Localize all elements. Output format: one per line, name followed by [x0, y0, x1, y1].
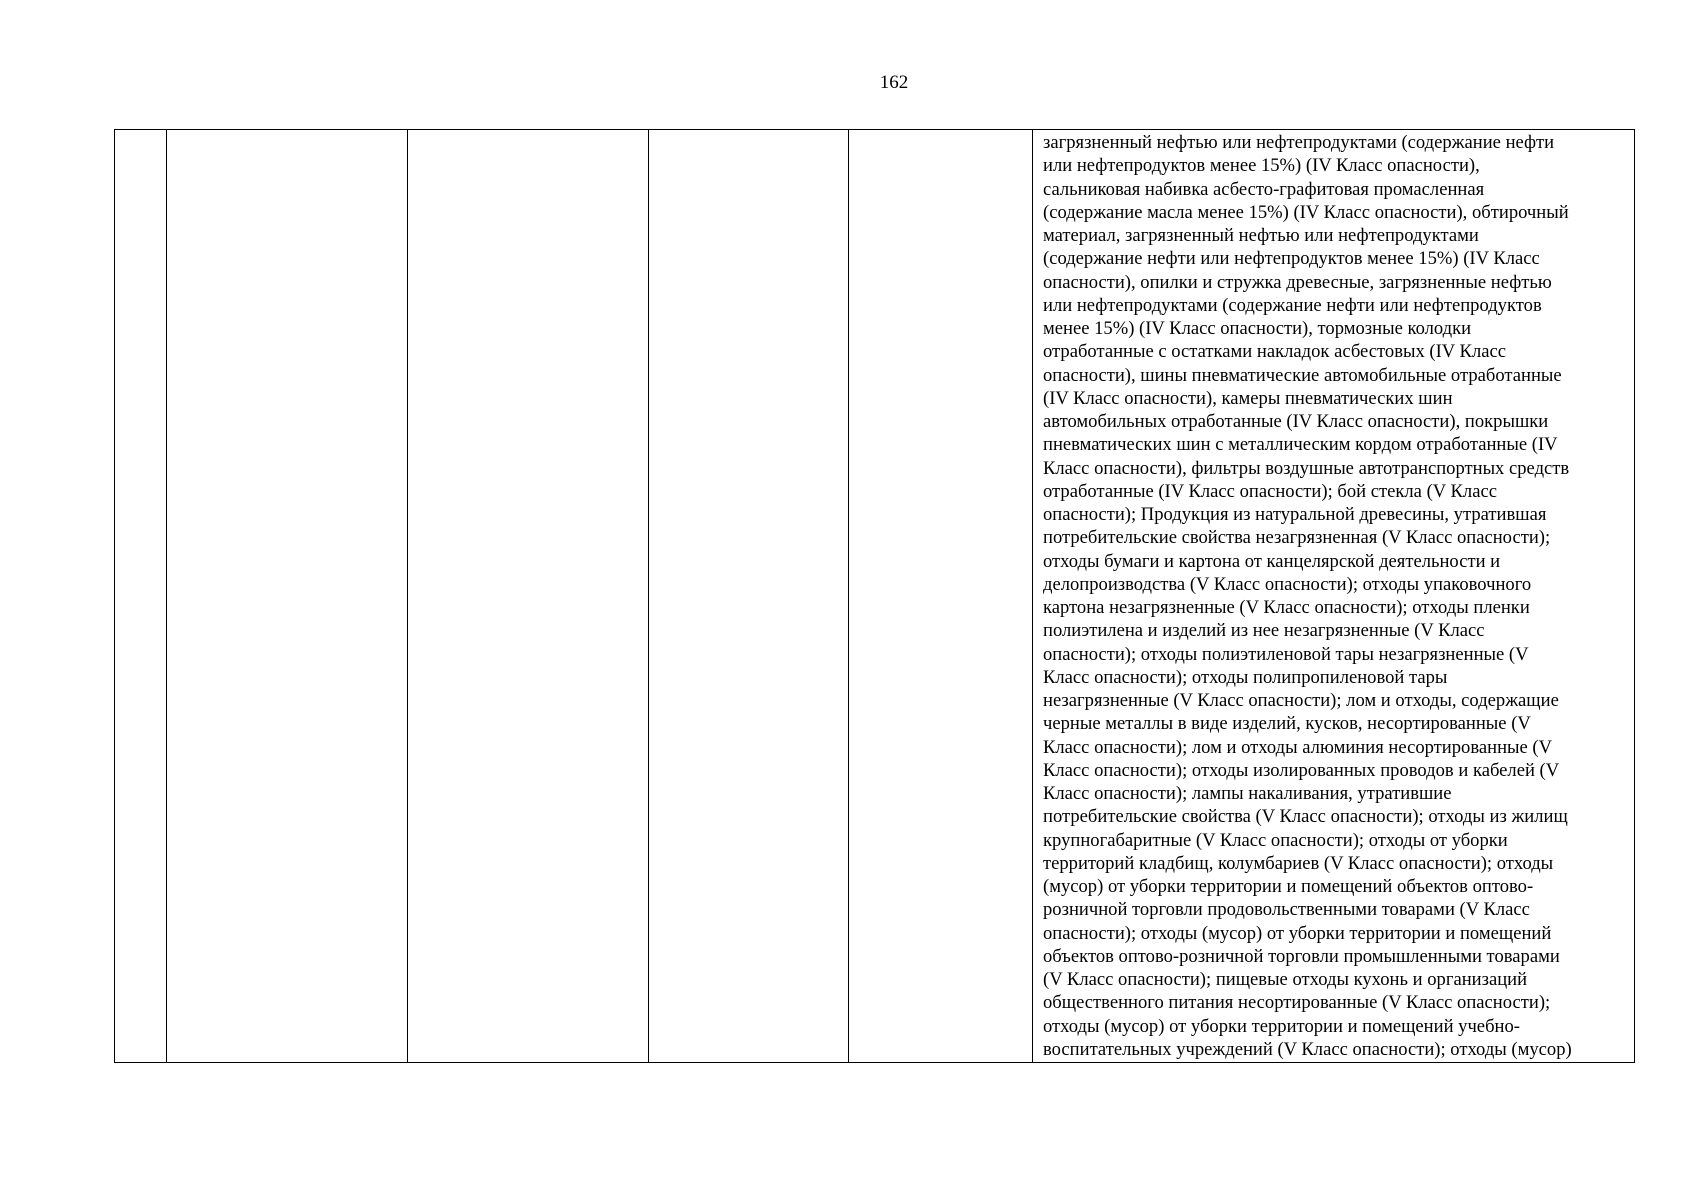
- waste-list-line: объектов оптово-розничной торговли промышленными товарами: [1043, 945, 1560, 967]
- table-cell-waste-list: [1033, 130, 1635, 1063]
- waste-list-line: опасности); отходы (мусор) от уборки территории и помещений: [1043, 922, 1552, 944]
- table-cell-col3: [408, 130, 649, 1063]
- waste-list-line: черные металлы в виде изделий, кусков, несортированные (V: [1043, 713, 1531, 735]
- table-row: [115, 130, 1635, 1063]
- waste-list-line: Класс опасности); отходы полипропиленовой тары: [1043, 666, 1448, 688]
- waste-list-line: или нефтепродуктов менее 15%) (IV Класс опасности),: [1043, 155, 1480, 177]
- waste-list-line: опасности); отходы полиэтиленовой тары незагрязненные (V: [1043, 643, 1529, 665]
- waste-list-line: (содержание масла менее 15%) (IV Класс опасности), обтирочный: [1043, 201, 1569, 223]
- waste-list-line: отходы (мусор) от уборки территории и помещений учебно-: [1043, 1015, 1520, 1037]
- table-cell-col2: [167, 130, 408, 1063]
- waste-list-line: Класс опасности); отходы изолированных проводов и кабелей (V: [1043, 759, 1560, 781]
- waste-list-line: полиэтилена и изделий из нее незагрязненные (V Класс: [1043, 620, 1485, 642]
- waste-list-line: отходы бумаги и картона от канцелярской деятельности и: [1043, 550, 1501, 572]
- waste-list-line: картона незагрязненные (V Класс опасности); отходы пленки: [1043, 597, 1530, 618]
- waste-list-line: территорий кладбищ, колумбариев (V Класс опасности); отходы: [1043, 852, 1554, 874]
- waste-list-line: (IV Класс опасности), камеры пневматических шин: [1043, 387, 1453, 409]
- waste-list-line: воспитательных учреждений (V Класс опасности); отходы (мусор): [1043, 1038, 1572, 1060]
- waste-list-line: (V Класс опасности); пищевые отходы кухонь и организаций: [1043, 969, 1528, 990]
- waste-list-line: Класс опасности); лом и отходы алюминия несортированные (V: [1043, 736, 1553, 758]
- waste-list-line: отработанные с остатками накладок асбестовых (IV Класс: [1043, 341, 1506, 363]
- waste-list-line: незагрязненные (V Класс опасности); лом и отходы, содержащие: [1043, 690, 1559, 711]
- waste-list-line: пневматических шин с металлическим кордом отработанные (IV: [1043, 434, 1558, 456]
- table-cell-col4: [649, 130, 849, 1063]
- waste-list-line: загрязненный нефтью или нефтепродуктами (содержание нефти: [1043, 132, 1555, 153]
- waste-list-line: потребительские свойства (V Класс опасности); отходы из жилищ: [1043, 806, 1568, 828]
- waste-list-line: (содержание нефти или нефтепродуктов менее 15%) (IV Класс: [1043, 248, 1540, 270]
- table-cell-col5: [849, 130, 1033, 1063]
- waste-list-line: крупногабаритные (V Класс опасности); отходы от уборки: [1043, 829, 1508, 851]
- waste-list-line: менее 15%) (IV Класс опасности), тормозные колодки: [1043, 318, 1472, 339]
- waste-list-line: материал, загрязненный нефтью или нефтепродуктами: [1043, 225, 1479, 246]
- waste-list-line: потребительские свойства незагрязненная (V Класс опасности);: [1043, 527, 1551, 549]
- table-cell-number: [115, 130, 167, 1063]
- waste-list-line: опасности); Продукция из натуральной древесины, утратившая: [1043, 504, 1547, 525]
- waste-list-line: розничной торговли продовольственными товарами (V Класс: [1043, 899, 1530, 921]
- waste-list-line: опасности), шины пневматические автомобильные отработанные: [1043, 364, 1562, 386]
- waste-list-line: или нефтепродуктами (содержание нефти или нефтепродуктов: [1043, 294, 1542, 316]
- waste-list-line: (мусор) от уборки территории и помещений объектов оптово-: [1043, 876, 1534, 897]
- waste-list-line: отработанные (IV Класс опасности); бой стекла (V Класс: [1043, 480, 1497, 502]
- waste-table: [114, 129, 1635, 1063]
- waste-list-line: общественного питания несортированные (V Класс опасности);: [1043, 992, 1551, 1014]
- waste-list-line: Класс опасности), фильтры воздушные автотранспортных средств: [1043, 457, 1570, 479]
- waste-list-line: сальниковая набивка асбесто-графитовая промасленная: [1043, 178, 1485, 200]
- waste-list-line: опасности), опилки и стружка древесные, загрязненные нефтью: [1043, 271, 1552, 293]
- waste-list-line: Класс опасности); лампы накаливания, утратившие: [1043, 783, 1452, 804]
- waste-list-line: делопроизводства (V Класс опасности); отходы упаковочного: [1043, 573, 1532, 595]
- page-number: 162: [879, 72, 909, 93]
- waste-list-line: автомобильных отработанные (IV Класс опасности), покрышки: [1043, 411, 1549, 432]
